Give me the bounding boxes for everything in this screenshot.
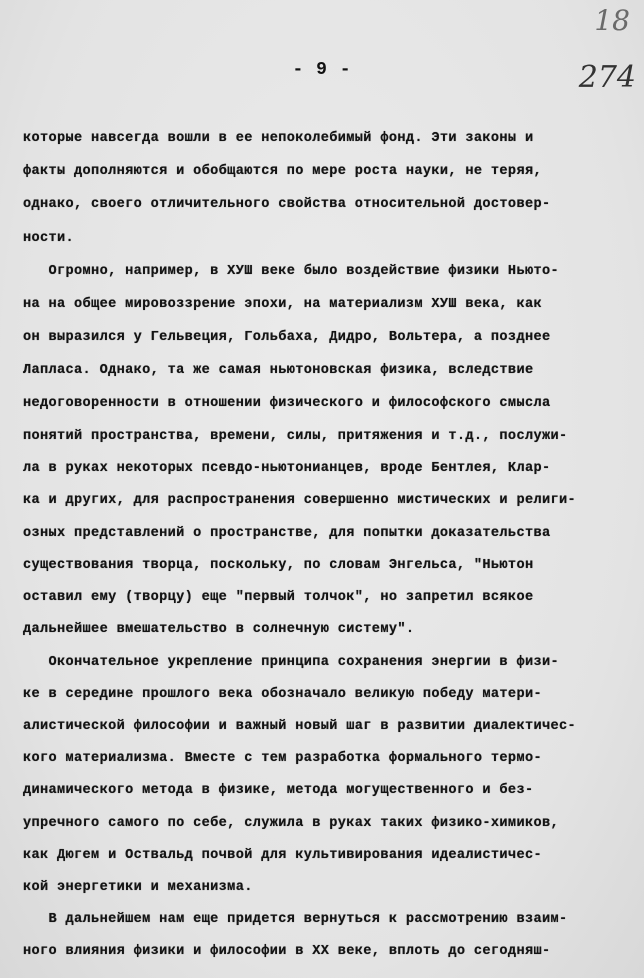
text-line: однако, своего отличительного свойства относительной достовер- (23, 197, 551, 212)
text-line: упречного самого по себе, служила в руках таких физико-химиков, (23, 816, 559, 831)
text-line: ного влияния физики и философии в ХХ веке, вплоть до сегодняш- (23, 944, 551, 959)
text-line: Окончательное укрепление принципа сохранения энергии в физи- (23, 655, 559, 670)
text-line: озных представлений о пространстве, для попытки доказательства (23, 526, 551, 541)
archive-new-folio-number: 274 (578, 60, 636, 95)
text-line: динамического метода в физике, метода могущественного и без- (23, 783, 534, 798)
text-line: ла в руках некоторых псевдо-ньютонианцев, вроде Бентлея, Клар- (23, 461, 551, 476)
text-line: алистической философии и важный новый шаг в развитии диалектичес- (23, 719, 576, 734)
text-line: на на общее мировоззрение эпохи, на материализм ХУШ века, как (23, 297, 542, 312)
text-line: которые навсегда вошли в ее непоколебимый фонд. Эти законы и (23, 131, 534, 146)
text-line: кого материализма. Вместе с тем разработка формального термо- (23, 751, 542, 766)
text-line: факты дополняются и обобщаются по мере роста науки, не теряя, (23, 164, 542, 179)
page-number: - 9 - (292, 60, 352, 80)
text-line: понятий пространства, времени, силы, притяжения и т.д., послужи- (23, 429, 568, 444)
text-line: ке в середине прошлого века обозначало великую победу матери- (23, 687, 542, 702)
text-line: недоговоренности в отношении физического и философского смысла (23, 396, 551, 411)
text-line: дальнейшее вмешательство в солнечную систему". (23, 622, 415, 637)
archive-old-folio-number: 18 (594, 4, 630, 37)
text-line: Лапласа. Однако, та же самая ньютоновская физика, вследствие (23, 363, 534, 378)
text-line: В дальнейшем нам еще придется вернуться к рассмотрению взаим- (23, 912, 568, 927)
text-line: существования творца, поскольку, по словам Энгельса, "Ньютон (23, 558, 534, 573)
text-line: как Дюгем и Оствальд почвой для культивирования идеалистичес- (23, 848, 542, 863)
text-line: он выразился у Гельвеция, Гольбаха, Дидро, Вольтера, а позднее (23, 330, 551, 345)
text-line: ности. (23, 231, 75, 246)
text-line: Огромно, например, в ХУШ веке было воздействие физики Ньюто- (23, 264, 559, 279)
text-line: ка и других, для распространения совершенно мистических и религи- (23, 493, 576, 508)
text-line: кой энергетики и механизма. (23, 880, 253, 895)
text-line: оставил ему (творцу) еще "первый толчок", но запретил всякое (23, 590, 534, 605)
